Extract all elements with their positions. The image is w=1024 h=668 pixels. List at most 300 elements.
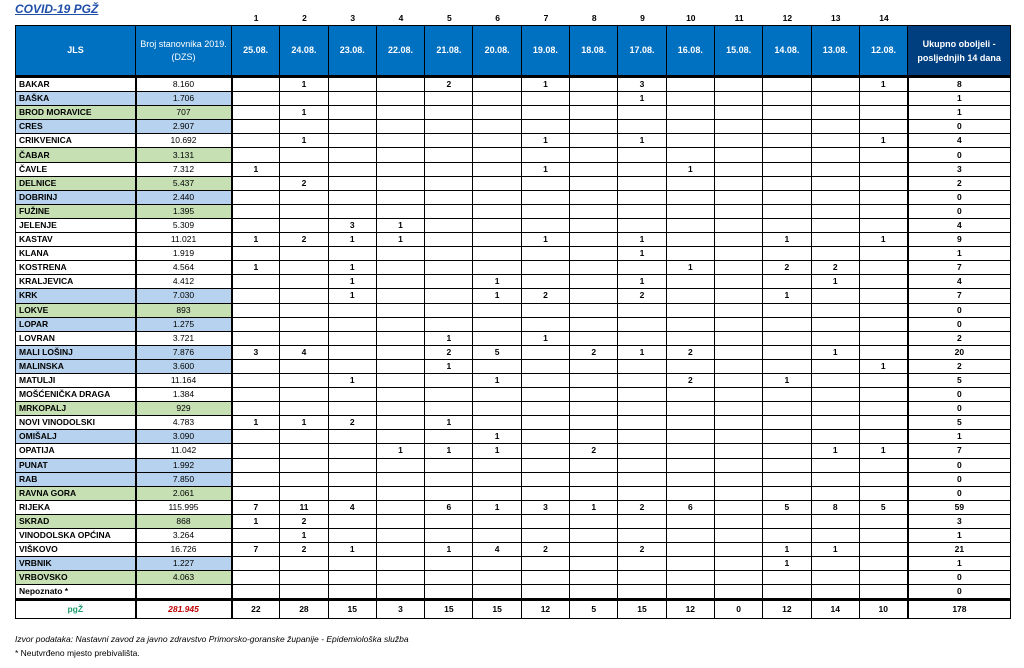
case-cell [280,190,328,204]
case-cell: 1 [425,331,473,345]
table-row [16,261,1011,275]
case-cell [570,176,618,190]
case-cell [473,261,521,275]
case-cell [763,388,811,402]
population-cell: 4.564 [136,261,232,275]
population-cell: 2.440 [136,190,232,204]
case-cell [232,204,280,218]
date-header: 22.08. [376,26,424,77]
case-cell [618,458,666,472]
table-row [16,500,1011,514]
table-row [16,402,1011,416]
sum-cell: 15 [618,600,666,619]
case-cell: 11 [280,500,328,514]
case-cell [763,514,811,528]
case-cell [232,176,280,190]
case-cell [376,416,424,430]
case-cell [376,77,424,92]
case-cell [714,388,762,402]
case-cell [859,176,907,190]
case-cell [811,557,859,571]
case-cell [232,359,280,373]
day-number: 2 [302,13,307,23]
case-cell: 2 [666,373,714,387]
case-cell: 1 [328,373,376,387]
total-cell: 7 [908,261,1011,275]
date-header: 15.08. [714,26,762,77]
case-cell [232,585,280,600]
case-cell [473,402,521,416]
case-cell [376,275,424,289]
date-header: 20.08. [473,26,521,77]
date-header: 12.08. [859,26,907,77]
case-cell [473,529,521,543]
case-cell [859,402,907,416]
case-cell [666,303,714,317]
population-cell: 11.042 [136,444,232,458]
case-cell [425,233,473,247]
table-row [16,106,1011,120]
case-cell [328,303,376,317]
case-cell [232,444,280,458]
table-row [16,148,1011,162]
case-cell [328,430,376,444]
sum-cell: 15 [328,600,376,619]
municipality-name: KLANA [16,247,136,261]
case-cell [425,514,473,528]
population-cell: 4.412 [136,275,232,289]
case-cell [570,275,618,289]
day-number: 12 [782,13,793,23]
footnote: * Neutvrđeno mjesto prebivališta. [15,648,140,658]
case-cell: 5 [859,500,907,514]
case-cell [280,585,328,600]
case-cell [666,514,714,528]
case-cell [232,120,280,134]
total-cell: 4 [908,218,1011,232]
case-cell [618,120,666,134]
case-cell [763,430,811,444]
date-header: 24.08. [280,26,328,77]
municipality-name: RIJEKA [16,500,136,514]
table-row [16,331,1011,345]
case-cell [328,148,376,162]
municipality-name: OMIŠALJ [16,430,136,444]
case-cell: 2 [328,416,376,430]
case-cell [521,388,569,402]
case-cell: 1 [280,529,328,543]
case-cell [811,416,859,430]
case-cell [811,331,859,345]
table-row [16,218,1011,232]
municipality-name: JELENJE [16,218,136,232]
case-cell: 2 [521,543,569,557]
case-cell: 1 [859,134,907,148]
case-cell: 2 [521,289,569,303]
total-cell: 4 [908,134,1011,148]
municipality-name: MOŠĆENIČKA DRAGA [16,388,136,402]
table-row [16,77,1011,92]
case-cell [521,176,569,190]
case-cell [425,430,473,444]
case-cell [376,176,424,190]
case-cell: 1 [425,416,473,430]
case-cell [376,500,424,514]
case-cell [714,162,762,176]
total-cell: 0 [908,402,1011,416]
case-cell [714,106,762,120]
case-cell [521,373,569,387]
case-cell [473,359,521,373]
municipality-name: ČABAR [16,148,136,162]
case-cell: 1 [473,275,521,289]
table-row [16,303,1011,317]
table-row [16,486,1011,500]
case-cell [232,190,280,204]
case-cell [376,247,424,261]
case-cell [521,148,569,162]
case-cell: 3 [328,218,376,232]
day-number: 7 [543,13,549,23]
sum-cell: 28 [280,600,328,619]
case-cell [425,176,473,190]
table-row [16,557,1011,571]
case-cell [859,317,907,331]
source-note: Izvor podataka: Nastavni zavod za javno zdravstvo Primorsko-goranske županije - Epidemiološka služba [15,634,409,644]
total-cell: 0 [908,388,1011,402]
case-cell [328,571,376,585]
case-cell [666,233,714,247]
case-cell [859,529,907,543]
case-cell: 1 [521,134,569,148]
case-cell [232,218,280,232]
case-cell [425,134,473,148]
case-cell [666,402,714,416]
case-cell [811,359,859,373]
case-cell [666,571,714,585]
case-cell: 2 [280,543,328,557]
population-cell: 3.131 [136,148,232,162]
case-cell [618,373,666,387]
case-cell [425,317,473,331]
case-cell [521,444,569,458]
case-cell [521,585,569,600]
case-cell: 1 [859,233,907,247]
date-header: 19.08. [521,26,569,77]
municipality-name: BROD MORAVICE [16,106,136,120]
case-cell: 3 [232,345,280,359]
case-cell [328,388,376,402]
case-cell [763,317,811,331]
municipality-name: OPATIJA [16,444,136,458]
case-cell [763,176,811,190]
case-cell [811,317,859,331]
case-cell [763,402,811,416]
case-cell [714,204,762,218]
case-cell [811,571,859,585]
case-cell: 1 [859,444,907,458]
case-cell [666,458,714,472]
case-cell: 1 [811,444,859,458]
case-cell [376,514,424,528]
case-cell [473,388,521,402]
case-cell [376,134,424,148]
case-cell [376,317,424,331]
total-cell: 1 [908,529,1011,543]
case-cell [763,444,811,458]
case-cell [859,275,907,289]
case-cell: 6 [425,500,473,514]
case-cell [521,261,569,275]
total-cell: 21 [908,543,1011,557]
municipality-name: SKRAD [16,514,136,528]
case-cell [714,247,762,261]
case-cell [328,472,376,486]
population-cell: 1.919 [136,247,232,261]
date-header: 17.08. [618,26,666,77]
municipality-name: Nepoznato * [16,585,136,600]
case-cell [859,120,907,134]
case-cell [618,261,666,275]
case-cell [521,92,569,106]
case-cell [763,529,811,543]
case-cell [232,134,280,148]
case-cell [328,444,376,458]
case-cell [376,529,424,543]
case-cell [328,557,376,571]
case-cell [425,261,473,275]
case-cell [425,148,473,162]
total-cell: 0 [908,120,1011,134]
day-number: 3 [350,13,356,23]
case-cell [666,77,714,92]
table-row [16,529,1011,543]
case-cell [618,176,666,190]
case-cell [376,543,424,557]
municipality-name: VINODOLSKA OPĆINA [16,529,136,543]
case-cell [666,148,714,162]
case-cell [714,148,762,162]
case-cell: 2 [570,444,618,458]
total-cell: 4 [908,275,1011,289]
population-cell: 7.312 [136,162,232,176]
case-cell [570,543,618,557]
table-row [16,134,1011,148]
case-cell [570,430,618,444]
case-cell: 1 [280,106,328,120]
case-cell [280,458,328,472]
case-cell [714,303,762,317]
page-title: COVID-19 PGŽ [15,2,99,16]
case-cell [328,359,376,373]
case-cell [618,388,666,402]
case-cell [811,204,859,218]
case-cell: 1 [618,92,666,106]
case-cell [425,289,473,303]
case-cell [618,148,666,162]
case-cell [859,345,907,359]
case-cell [328,317,376,331]
case-cell [232,557,280,571]
case-cell [473,190,521,204]
case-cell [763,585,811,600]
day-number: 8 [591,13,597,23]
case-cell: 1 [425,359,473,373]
day-number: 6 [495,13,500,23]
case-cell: 5 [473,345,521,359]
case-cell [714,529,762,543]
case-cell: 1 [473,500,521,514]
case-cell: 1 [376,444,424,458]
sum-cell: 10 [859,600,907,619]
case-cell [618,106,666,120]
case-cell [570,585,618,600]
case-cell [232,317,280,331]
municipality-name: MALINSKA [16,359,136,373]
case-cell: 1 [232,261,280,275]
case-cell: 1 [763,289,811,303]
total-cell: 0 [908,148,1011,162]
case-cell [570,331,618,345]
case-cell: 1 [763,543,811,557]
case-cell [618,218,666,232]
case-cell [328,585,376,600]
case-cell [666,120,714,134]
case-cell [714,176,762,190]
case-cell: 1 [280,77,328,92]
total-cell: 2 [908,359,1011,373]
case-cell: 3 [618,77,666,92]
case-cell [714,543,762,557]
case-cell [618,514,666,528]
case-cell [521,514,569,528]
case-cell [328,331,376,345]
case-cell [666,289,714,303]
case-cell [618,317,666,331]
case-cell: 1 [280,134,328,148]
case-cell [425,162,473,176]
case-cell [666,275,714,289]
case-cell [714,585,762,600]
case-cell: 2 [763,261,811,275]
case-cell [714,402,762,416]
case-cell: 1 [328,543,376,557]
population-cell: 1.992 [136,458,232,472]
case-cell [811,176,859,190]
case-cell [618,331,666,345]
case-cell [328,162,376,176]
table-row [16,120,1011,134]
case-cell: 1 [618,275,666,289]
case-cell [232,289,280,303]
case-cell [232,148,280,162]
case-cell: 1 [666,162,714,176]
day-number: 4 [398,13,404,23]
case-cell [521,120,569,134]
total-cell: 1 [908,557,1011,571]
case-cell [811,472,859,486]
case-cell: 1 [521,233,569,247]
case-cell [570,218,618,232]
case-cell [666,388,714,402]
case-cell [425,402,473,416]
case-cell [425,486,473,500]
case-cell [570,317,618,331]
case-cell [425,303,473,317]
population-cell: 3.264 [136,529,232,543]
case-cell: 8 [811,500,859,514]
case-cell [763,190,811,204]
case-cell [473,557,521,571]
population-cell: 7.850 [136,472,232,486]
case-cell [376,331,424,345]
case-cell: 1 [618,134,666,148]
case-cell [666,247,714,261]
municipality-name: VRBNIK [16,557,136,571]
case-cell: 1 [666,261,714,275]
case-cell: 1 [570,500,618,514]
case-cell [425,529,473,543]
table-row [16,233,1011,247]
case-cell: 1 [232,416,280,430]
sum-cell: 5 [570,600,618,619]
case-cell [521,204,569,218]
table-row [16,317,1011,331]
case-cell [859,458,907,472]
case-cell: 1 [328,261,376,275]
case-cell [521,458,569,472]
case-cell [328,190,376,204]
case-cell [763,106,811,120]
day-number: 9 [640,13,645,23]
case-cell [473,331,521,345]
case-cell [521,345,569,359]
population-cell: 11.021 [136,233,232,247]
case-cell [570,486,618,500]
case-cell [714,331,762,345]
case-cell: 2 [425,77,473,92]
municipality-name: RAB [16,472,136,486]
municipality-name: MALI LOŠINJ [16,345,136,359]
case-cell [618,204,666,218]
case-cell [521,557,569,571]
case-cell [618,162,666,176]
case-cell: 1 [328,289,376,303]
population-cell: 8.160 [136,77,232,92]
case-cell [714,345,762,359]
municipality-name: LOVRAN [16,331,136,345]
case-cell [376,92,424,106]
case-cell: 1 [425,543,473,557]
sum-cell: 22 [232,600,280,619]
case-cell: 1 [811,543,859,557]
population-cell: 7.876 [136,345,232,359]
covid-table [15,25,1011,619]
case-cell [232,486,280,500]
case-cell [328,486,376,500]
total-cell: 0 [908,472,1011,486]
population-cell: 1.395 [136,204,232,218]
case-cell [859,514,907,528]
table-row [16,416,1011,430]
municipality-name: FUŽINE [16,204,136,218]
case-cell [570,514,618,528]
case-cell [763,275,811,289]
day-number: 11 [734,13,744,23]
table-row [16,247,1011,261]
sum-cell: 12 [521,600,569,619]
case-cell [618,472,666,486]
